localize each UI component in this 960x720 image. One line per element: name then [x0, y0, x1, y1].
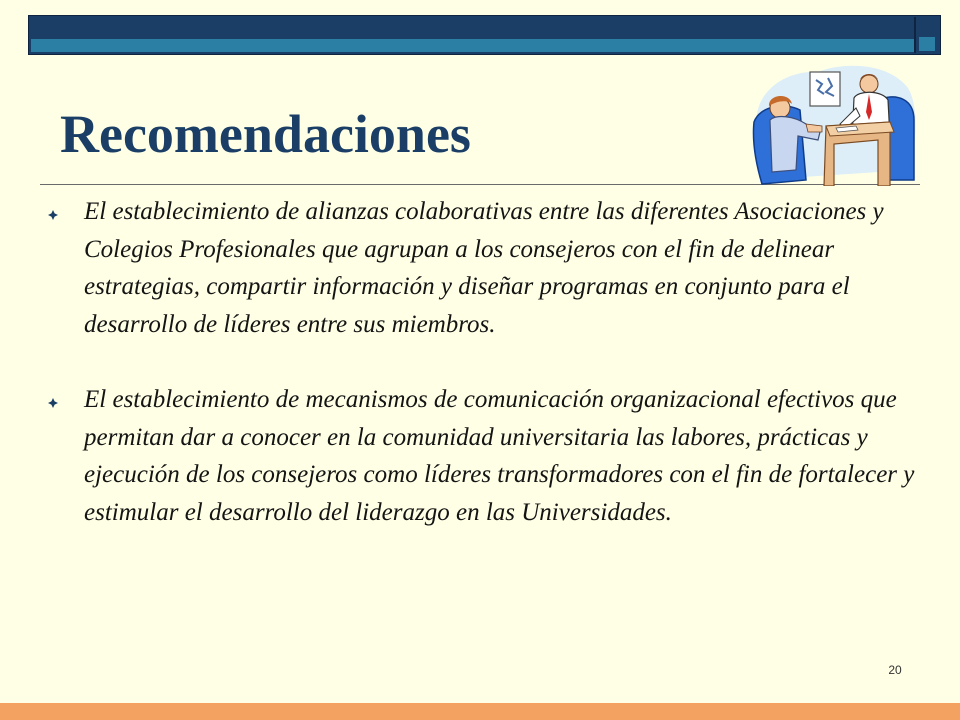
header-corner-accent — [919, 37, 935, 51]
diamond-bullet-icon — [48, 210, 58, 220]
diamond-bullet-icon — [48, 398, 58, 408]
list-item — [48, 381, 938, 531]
bullet-list — [48, 193, 938, 569]
header-accent-stripe — [31, 39, 917, 52]
list-item — [48, 193, 938, 343]
header-corner-block — [914, 17, 938, 53]
counseling-meeting-illustration — [748, 60, 918, 186]
bullet-text: El establecimiento de mecanismos de comunicación organizacional efectivos que permitan dar a conocer en la comunidad universitaria las labores, prácticas y ejecución de los consejeros como líderes transformadores con el fin de fortalecer y estimular el desarrollo del liderazgo en las Universidades. — [84, 386, 915, 526]
slide-title: Recomendaciones — [60, 104, 471, 164]
page-number: 20 — [888, 663, 902, 677]
footer-bar — [0, 703, 960, 720]
bullet-text: El establecimiento de alianzas colaborativas entre las diferentes Asociaciones y Colegios Profesionales que agrupan a los consejeros con el fin de delinear estrategias, compartir información y diseñar programas en conjunto para el desarrollo de líderes entre sus miembros. — [84, 198, 884, 338]
header-bar — [28, 15, 941, 55]
